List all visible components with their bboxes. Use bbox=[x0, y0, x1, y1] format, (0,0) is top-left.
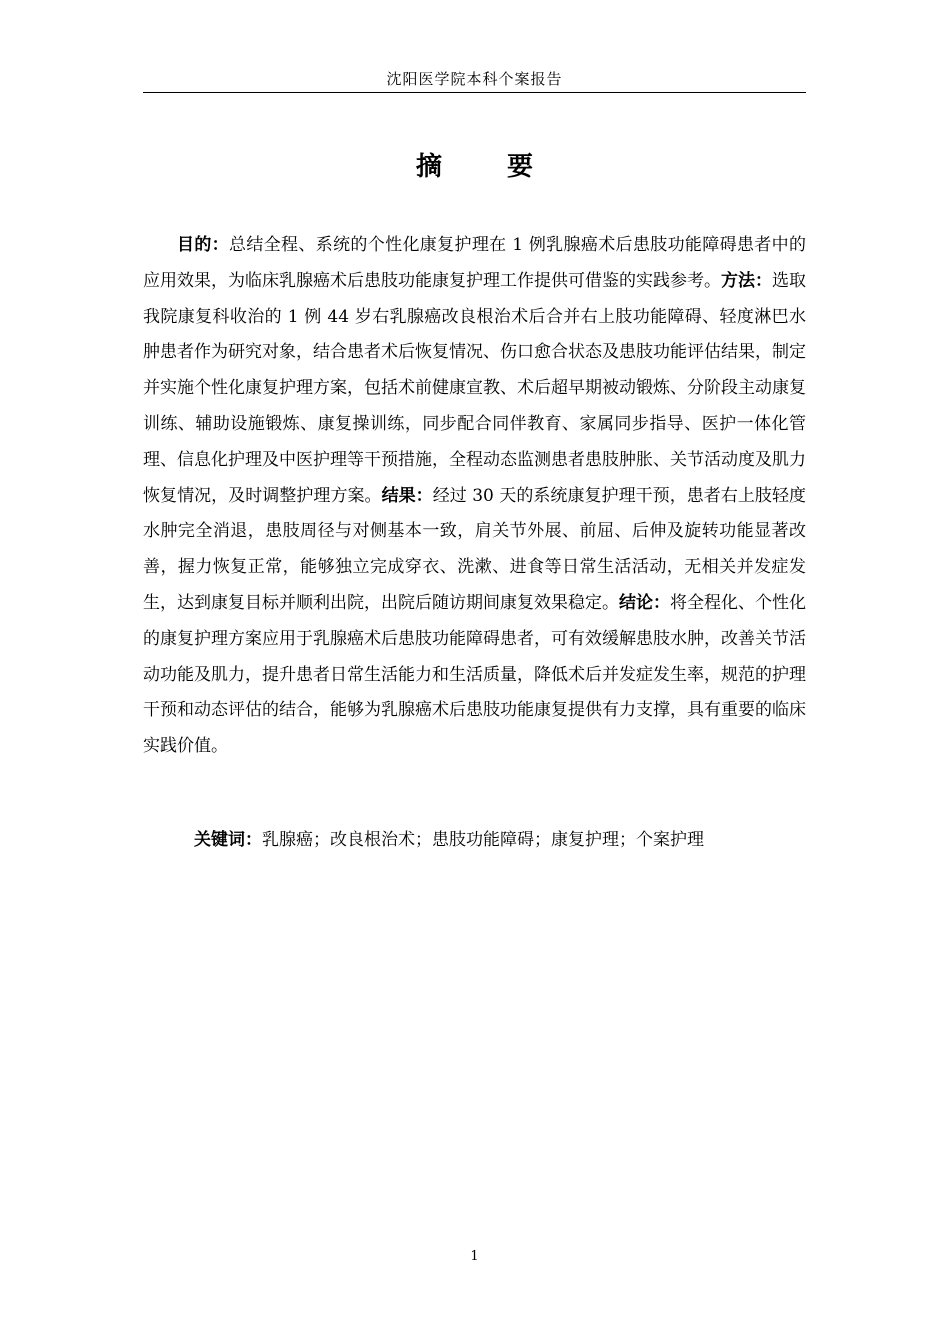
header-divider bbox=[143, 92, 806, 93]
objective-text: 总结全程、系统的个性化康复护理在 1 例乳腺癌术后患肢功能障碍患者中的应用效果，为临床乳腺癌术后患肢功能康复护理工作提供可借鉴的实践参考。 bbox=[143, 235, 806, 291]
abstract-title: 摘 要 bbox=[415, 152, 562, 182]
objective-label: 目的： bbox=[177, 235, 230, 255]
conclusion-label: 结论： bbox=[619, 592, 670, 613]
page-header: 沈阳医学院本科个案报告 bbox=[386, 70, 563, 88]
methods-text: 选取我院康复科收治的 1 例 44 岁右乳腺癌改良根治术后合并右上肢功能障碍、轻度淋巴水肿患者作为研究对象，结合患者术后恢复情况、伤口愈合状态及患肢功能评估结果，制定并实施个性化康复护理方案，包括术前健康宣教、术后超早期被动锻炼、分阶段主动康复训练、辅助设施锻炼、康复操训练，同步配合同伴教育、家属同步指导、医护一体化管理、信息化护理及中医护理等干预措施，全程动态监测患者患肢肿胀、关节活动度及肌力恢复情况，及时调整护理方案。 bbox=[143, 270, 806, 506]
keywords-text: 乳腺癌；改良根治术；患肢功能障碍；康复护理；个案护理 bbox=[262, 830, 704, 850]
abstract-body bbox=[143, 228, 806, 765]
results-text: 经过 30 天的系统康复护理干预，患者右上肢轻度水肿完全消退，患肢周径与对侧基本一致，肩关节外展、前屈、后伸及旋转功能显著改善，握力恢复正常，能够独立完成穿衣、洗漱、进食等日常生活活动，无相关并发症发生，达到康复目标并顺利出院，出院后随访期间康复效果稳定。 bbox=[143, 485, 806, 613]
conclusion-text: 将全程化、个性化的康复护理方案应用于乳腺癌术后患肢功能障碍患者，可有效缓解患肢水肿，改善关节活动功能及肌力，提升患者日常生活能力和生活质量，降低术后并发症发生率，规范的护理干预和动态评估的结合，能够为乳腺癌术后患肢功能康复提供有力支撑，具有重要的临床实践价值。 bbox=[143, 592, 806, 757]
methods-label: 方法： bbox=[721, 270, 772, 291]
keywords-label: 关键词： bbox=[194, 830, 262, 850]
keywords-line bbox=[143, 823, 806, 859]
results-label: 结果： bbox=[381, 485, 433, 506]
page-number: 1 bbox=[470, 1249, 479, 1264]
